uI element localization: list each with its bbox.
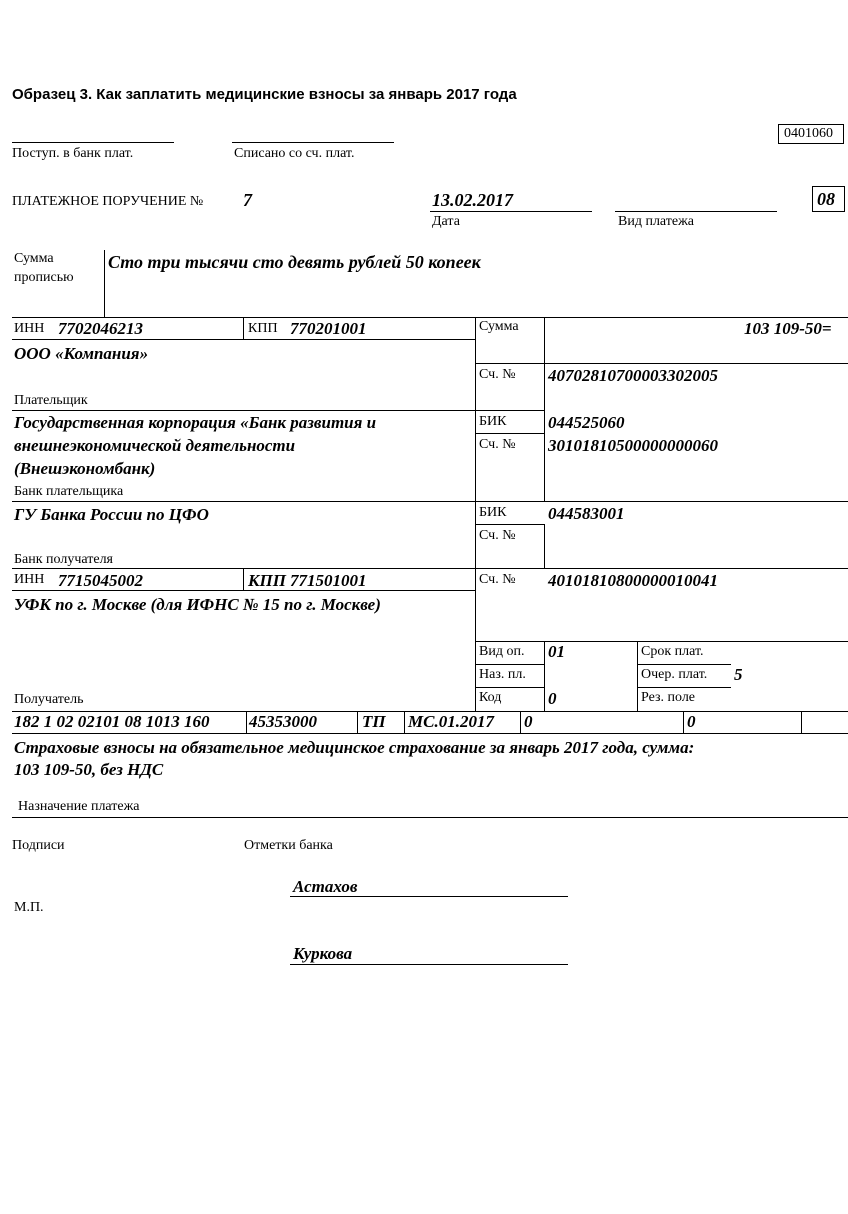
amount-words-label-2: прописью	[14, 270, 74, 285]
payer-bank-name-2: внешнеэкономической деятельности	[14, 436, 296, 455]
bik-line-2	[475, 524, 545, 525]
payee-kpp-value: 771501001	[290, 571, 367, 590]
payer-inn-kpp-divider	[243, 317, 244, 339]
payer-kpp-label: КПП	[248, 321, 278, 336]
payee-account-value: 40101810800000010041	[548, 571, 718, 590]
payer-inn-line	[12, 339, 475, 340]
date-line	[430, 211, 592, 212]
payer-bank-bik-label: БИК	[479, 414, 507, 429]
operation-line-3	[475, 687, 545, 688]
order-number: 7	[243, 190, 252, 210]
due-label: Срок плат.	[641, 644, 704, 659]
code-label: Код	[479, 690, 502, 705]
payee-name: УФК по г. Москве (для ИФНС № 15 по г. Москве)	[14, 595, 381, 614]
tax-vline-3	[404, 711, 405, 733]
tax-vline-5	[683, 711, 684, 733]
signature-line-2	[290, 964, 568, 965]
signature-line-1	[290, 896, 568, 897]
payer-label: Плательщик	[14, 393, 88, 408]
tax-vline-4	[520, 711, 521, 733]
amount-words-label-1: Сумма	[14, 251, 54, 266]
signer-1: Астахов	[293, 877, 358, 896]
payer-bank-account-value: 30101810500000000060	[548, 436, 718, 455]
code-value: 0	[548, 689, 557, 708]
period-value: МС.01.2017	[408, 712, 494, 731]
order-date: 13.02.2017	[432, 190, 513, 210]
payee-label: Получатель	[14, 692, 84, 707]
received-line	[12, 142, 174, 143]
grid-vline-main	[475, 317, 476, 711]
operation-vline	[637, 641, 638, 711]
grid-vline-right-2	[544, 524, 545, 568]
payer-account-value: 40702810700003302005	[548, 366, 718, 385]
purpose-line-2: 103 109-50, без НДС	[14, 760, 164, 779]
form-code-box	[778, 124, 844, 144]
grid-vline-right-3	[544, 641, 545, 711]
operation-line-4	[637, 687, 731, 688]
oktmo-value: 45353000	[249, 712, 317, 731]
doc-number-value: 0	[524, 712, 533, 731]
amount-words-divider	[104, 250, 105, 317]
payment-type-line	[615, 211, 777, 212]
payer-inn-label: ИНН	[14, 321, 45, 336]
order-label: ПЛАТЕЖНОЕ ПОРУЧЕНИЕ №	[12, 194, 204, 209]
payer-name: ООО «Компания»	[14, 344, 149, 363]
payee-bank-label: Банк получателя	[14, 552, 113, 567]
payer-inn-value: 7702046213	[58, 319, 143, 338]
payer-bank-name-3: (Внешэкономбанк)	[14, 459, 156, 478]
kbk-value: 182 1 02 02101 08 1013 160	[14, 712, 210, 731]
tax-vline-1	[246, 711, 247, 733]
operation-line-2	[637, 664, 731, 665]
payer-bank-bottom-line	[12, 501, 848, 502]
status-box	[812, 186, 845, 212]
grid-line-top	[12, 317, 848, 318]
payment-type-label: Вид платежа	[618, 214, 695, 229]
status-code: 08	[817, 189, 835, 209]
payer-bank-name-1: Государственная корпорация «Банк развития и	[14, 413, 377, 432]
bank-marks-label: Отметки банка	[244, 838, 333, 853]
amount-value: 103 109-50=	[744, 319, 832, 338]
payer-account-label: Сч. №	[479, 367, 516, 382]
payee-bank-name: ГУ Банка России по ЦФО	[14, 505, 209, 524]
debited-line	[232, 142, 394, 143]
reserve-label: Рез. поле	[641, 690, 696, 705]
payee-inn-label: ИНН	[14, 572, 45, 587]
amount-label: Сумма	[479, 319, 519, 334]
tax-vline-6	[801, 711, 802, 733]
amount-bottom-line	[475, 363, 848, 364]
operation-top-line	[475, 641, 848, 642]
doc-date-value: 0	[687, 712, 696, 731]
payee-bank-bottom-line	[12, 568, 848, 569]
payee-bank-bik-value: 044583001	[548, 504, 625, 523]
op-type-label: Вид оп.	[479, 644, 525, 659]
operation-line-1	[475, 664, 545, 665]
payee-bank-bik-label: БИК	[479, 505, 507, 520]
payer-bank-label: Банк плательщика	[14, 484, 124, 499]
payer-bank-bik-value: 044525060	[548, 413, 625, 432]
received-label: Поступ. в банк плат.	[12, 146, 134, 161]
op-type-value: 01	[548, 642, 565, 661]
stamp-label: М.П.	[14, 900, 44, 915]
payee-inn-value: 7715045002	[58, 571, 143, 590]
purpose-code-label: Наз. пл.	[479, 667, 526, 682]
purpose-line-1: Страховые взносы на обязательное медицинское страхование за январь 2017 года, сумма:	[14, 738, 695, 757]
basis-value: ТП	[362, 712, 386, 731]
page-title: Образец 3. Как заплатить медицинские взносы за январь 2017 года	[12, 86, 517, 103]
debited-label: Списано со сч. плат.	[234, 146, 355, 161]
priority-label: Очер. плат.	[641, 667, 708, 682]
tax-vline-2	[357, 711, 358, 733]
payee-bank-account-label: Сч. №	[479, 528, 516, 543]
signer-2: Куркова	[293, 944, 353, 963]
signatures-label: Подписи	[12, 838, 65, 853]
bik-line-1	[475, 433, 545, 434]
payee-account-label: Сч. №	[479, 572, 516, 587]
payee-kpp-label: КПП	[248, 571, 286, 590]
payer-bank-account-label: Сч. №	[479, 437, 516, 452]
priority-value: 5	[734, 665, 743, 684]
payer-kpp-value: 770201001	[290, 319, 367, 338]
payee-inn-kpp-divider	[243, 568, 244, 590]
grid-line-tax-bottom	[12, 733, 848, 734]
amount-words-value: Сто три тысячи сто девять рублей 50 копеек	[108, 252, 481, 272]
purpose-bottom-line	[12, 817, 848, 818]
date-label: Дата	[432, 214, 460, 229]
payer-bottom-line	[12, 410, 545, 411]
purpose-label: Назначение платежа	[18, 799, 140, 814]
form-code: 0401060	[784, 126, 833, 141]
